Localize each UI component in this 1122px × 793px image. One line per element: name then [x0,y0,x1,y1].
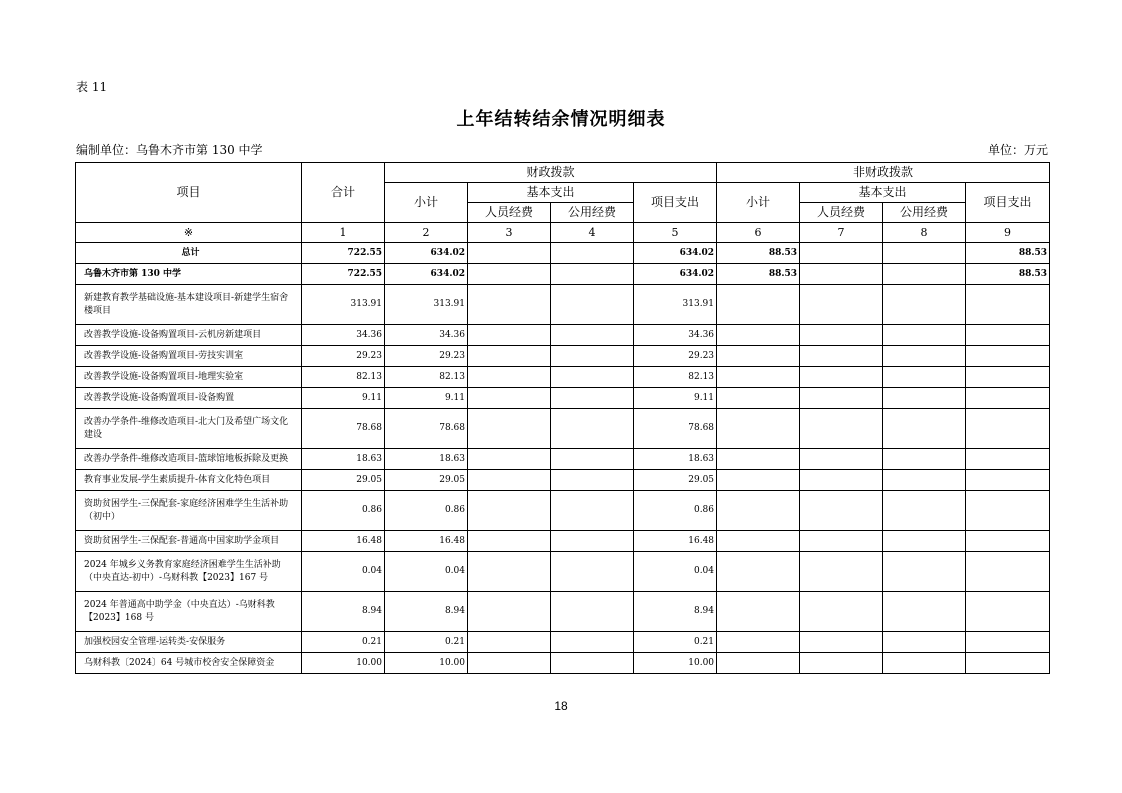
row-value-cell [717,449,800,470]
row-value-cell [468,325,551,346]
row-value-cell [966,632,1050,653]
row-value-cell: 0.21 [385,632,468,653]
row-value-cell [551,243,634,264]
table-row [76,653,1050,674]
row-value-cell: 634.02 [385,264,468,285]
header-fiscal-subtotal: 小计 [385,183,468,223]
row-value-cell: 10.00 [385,653,468,674]
row-value-cell [966,531,1050,552]
row-value-cell [717,388,800,409]
row-item-name: 新建教育教学基础设施-基本建设项目-新建学生宿舍楼项目 [76,285,302,325]
table-row [76,470,1050,491]
row-value-cell [551,592,634,632]
index-cell: 9 [966,223,1050,243]
row-value-cell [800,491,883,531]
unit-label: 单位：万元 [987,143,1048,157]
row-value-cell: 634.02 [634,243,717,264]
page-number: 18 [554,699,568,713]
row-value-cell [551,470,634,491]
row-value-cell [800,367,883,388]
row-value-cell: 8.94 [302,592,385,632]
table-row [76,388,1050,409]
column-index-row [76,223,1050,243]
table-row [76,346,1050,367]
row-item-name: 加强校园安全管理-运转类-安保服务 [76,632,302,653]
row-item-name: 改善教学设施-设备购置项目-设备购置 [76,388,302,409]
index-cell: 1 [302,223,385,243]
row-value-cell: 313.91 [385,285,468,325]
table-row [76,367,1050,388]
header-fiscal-basic: 基本支出 [468,183,634,203]
row-value-cell [966,325,1050,346]
row-item-name: 资助贫困学生-三保配套-普通高中国家助学金项目 [76,531,302,552]
row-value-cell [468,653,551,674]
row-value-cell [800,346,883,367]
row-value-cell: 634.02 [634,264,717,285]
row-value-cell [800,325,883,346]
row-value-cell: 722.55 [302,243,385,264]
row-value-cell [883,325,966,346]
row-value-cell [966,388,1050,409]
row-value-cell [966,409,1050,449]
row-item-name: 资助贫困学生-三保配套-家庭经济困难学生生活补助（初中） [76,491,302,531]
row-item-name: 教育事业发展-学生素质提升-体育文化特色项目 [76,470,302,491]
header-nonfiscal-project: 项目支出 [966,183,1050,223]
row-value-cell [800,409,883,449]
row-value-cell [883,243,966,264]
row-item-name: 改善教学设施-设备购置项目-劳技实训室 [76,346,302,367]
row-value-cell [551,346,634,367]
row-value-cell: 10.00 [634,653,717,674]
row-value-cell: 0.21 [634,632,717,653]
row-value-cell: 18.63 [302,449,385,470]
index-cell: 7 [800,223,883,243]
row-value-cell [883,346,966,367]
table-row [76,409,1050,449]
header-item: 项目 [76,163,302,223]
table-row [76,531,1050,552]
row-value-cell [551,264,634,285]
row-value-cell [717,325,800,346]
row-value-cell: 722.55 [302,264,385,285]
row-value-cell [800,632,883,653]
row-value-cell [551,531,634,552]
row-item-name: 改善办学条件-维修改造项目-篮球馆地板拆除及更换 [76,449,302,470]
row-value-cell [468,388,551,409]
row-value-cell [551,388,634,409]
row-item-name: 2024 年城乡义务教育家庭经济困难学生生活补助（中央直达-初中）-乌财科教【2023】167 号 [76,552,302,592]
row-value-cell: 88.53 [717,264,800,285]
row-value-cell [883,264,966,285]
table-row [76,449,1050,470]
row-value-cell [800,470,883,491]
row-value-cell: 34.36 [385,325,468,346]
row-value-cell [883,285,966,325]
row-value-cell [468,346,551,367]
row-item-name: 2024 年普通高中助学金（中央直达）-乌财科教【2023】168 号 [76,592,302,632]
row-value-cell [468,491,551,531]
row-value-cell [551,325,634,346]
row-value-cell [717,367,800,388]
table-row [76,325,1050,346]
row-value-cell [717,346,800,367]
row-item-name: 改善办学条件-维修改造项目-北大门及希望广场文化建设 [76,409,302,449]
row-item-name: 改善教学设施-设备购置项目-云机房新建项目 [76,325,302,346]
row-value-cell [966,449,1050,470]
table-row [76,552,1050,592]
row-value-cell [468,449,551,470]
row-value-cell [468,531,551,552]
row-value-cell [800,285,883,325]
row-value-cell [883,653,966,674]
row-item-name: 乌鲁木齐市第 130 中学 [76,264,302,285]
row-value-cell: 82.13 [634,367,717,388]
row-value-cell: 313.91 [302,285,385,325]
row-value-cell [883,388,966,409]
index-cell: 6 [717,223,800,243]
row-value-cell [717,653,800,674]
row-value-cell: 34.36 [634,325,717,346]
index-cell: 3 [468,223,551,243]
row-value-cell [883,449,966,470]
row-value-cell [966,653,1050,674]
row-value-cell: 88.53 [966,264,1050,285]
table-header [76,163,1050,223]
row-value-cell: 0.04 [385,552,468,592]
row-value-cell: 0.86 [385,491,468,531]
row-value-cell: 29.05 [302,470,385,491]
row-value-cell [468,552,551,592]
row-value-cell: 16.48 [634,531,717,552]
row-value-cell [883,552,966,592]
row-value-cell [800,449,883,470]
row-value-cell: 34.36 [302,325,385,346]
row-value-cell [717,632,800,653]
header-fiscal-project: 项目支出 [634,183,717,223]
row-value-cell [551,491,634,531]
row-value-cell [800,552,883,592]
row-item-name: 改善教学设施-设备购置项目-地理实验室 [76,367,302,388]
row-value-cell [966,491,1050,531]
header-fiscal: 财政拨款 [385,163,717,183]
row-value-cell: 0.21 [302,632,385,653]
header-nonfiscal-basic: 基本支出 [800,183,966,203]
table-row [76,491,1050,531]
row-value-cell [883,409,966,449]
row-value-cell: 9.11 [302,388,385,409]
row-value-cell [468,285,551,325]
row-value-cell [717,285,800,325]
row-value-cell [966,367,1050,388]
row-value-cell: 0.04 [634,552,717,592]
row-value-cell [551,449,634,470]
row-value-cell: 8.94 [634,592,717,632]
row-value-cell: 29.05 [634,470,717,491]
table-body [76,223,1050,674]
page-title: 上年结转结余情况明细表 [456,109,666,130]
header-total: 合计 [302,163,385,223]
row-value-cell: 18.63 [385,449,468,470]
row-value-cell: 8.94 [385,592,468,632]
row-value-cell [717,592,800,632]
row-value-cell: 313.91 [634,285,717,325]
row-value-cell [883,531,966,552]
row-value-cell [883,367,966,388]
header-fiscal-personnel: 人员经费 [468,203,551,223]
row-value-cell [800,653,883,674]
row-value-cell [551,653,634,674]
row-value-cell: 9.11 [385,388,468,409]
row-value-cell: 0.86 [634,491,717,531]
header-nonfiscal-subtotal: 小计 [717,183,800,223]
row-value-cell: 78.68 [302,409,385,449]
row-value-cell: 82.13 [302,367,385,388]
row-value-cell [883,491,966,531]
row-value-cell [800,264,883,285]
header-nonfiscal-public: 公用经费 [883,203,966,223]
row-value-cell: 18.63 [634,449,717,470]
row-value-cell [717,491,800,531]
row-value-cell: 29.05 [385,470,468,491]
row-value-cell [966,470,1050,491]
row-value-cell [966,285,1050,325]
row-value-cell [717,470,800,491]
row-value-cell [800,243,883,264]
row-value-cell [883,632,966,653]
table-row [76,285,1050,325]
row-value-cell [800,592,883,632]
table-row [76,243,1050,264]
organization-label: 编制单位：乌鲁木齐市第 130 中学 [76,143,263,157]
row-value-cell: 78.68 [634,409,717,449]
row-value-cell [966,346,1050,367]
row-value-cell: 29.23 [302,346,385,367]
row-value-cell [883,470,966,491]
table-row [76,592,1050,632]
row-value-cell: 78.68 [385,409,468,449]
row-value-cell [966,552,1050,592]
row-value-cell: 10.00 [302,653,385,674]
row-value-cell: 0.86 [302,491,385,531]
index-cell: 4 [551,223,634,243]
header-nonfiscal-personnel: 人员经费 [800,203,883,223]
row-value-cell [883,592,966,632]
row-value-cell [551,285,634,325]
row-value-cell [717,552,800,592]
index-cell: 5 [634,223,717,243]
row-value-cell [717,409,800,449]
index-cell: 2 [385,223,468,243]
row-item-name: 乌财科教〔2024〕64 号城市校舍安全保障资金 [76,653,302,674]
header-nonfiscal: 非财政拨款 [717,163,1050,183]
row-value-cell: 29.23 [385,346,468,367]
row-value-cell [468,243,551,264]
row-item-name: 总计 [76,243,302,264]
row-value-cell: 16.48 [302,531,385,552]
row-value-cell: 9.11 [634,388,717,409]
row-value-cell [717,531,800,552]
row-value-cell [468,592,551,632]
row-value-cell [551,552,634,592]
row-value-cell: 634.02 [385,243,468,264]
row-value-cell [800,531,883,552]
table-row [76,264,1050,285]
table-number-label: 表 11 [76,80,108,94]
index-cell: 8 [883,223,966,243]
carryover-balance-table [75,162,1050,674]
row-value-cell [551,367,634,388]
row-value-cell [966,592,1050,632]
index-cell: ※ [76,223,302,243]
row-value-cell: 88.53 [717,243,800,264]
table-row [76,632,1050,653]
row-value-cell [551,632,634,653]
row-value-cell [468,632,551,653]
row-value-cell: 82.13 [385,367,468,388]
row-value-cell: 16.48 [385,531,468,552]
row-value-cell [468,470,551,491]
row-value-cell: 0.04 [302,552,385,592]
row-value-cell: 29.23 [634,346,717,367]
row-value-cell [468,409,551,449]
row-value-cell [551,409,634,449]
row-value-cell [800,388,883,409]
row-value-cell [468,264,551,285]
row-value-cell [468,367,551,388]
row-value-cell: 88.53 [966,243,1050,264]
header-fiscal-public: 公用经费 [551,203,634,223]
